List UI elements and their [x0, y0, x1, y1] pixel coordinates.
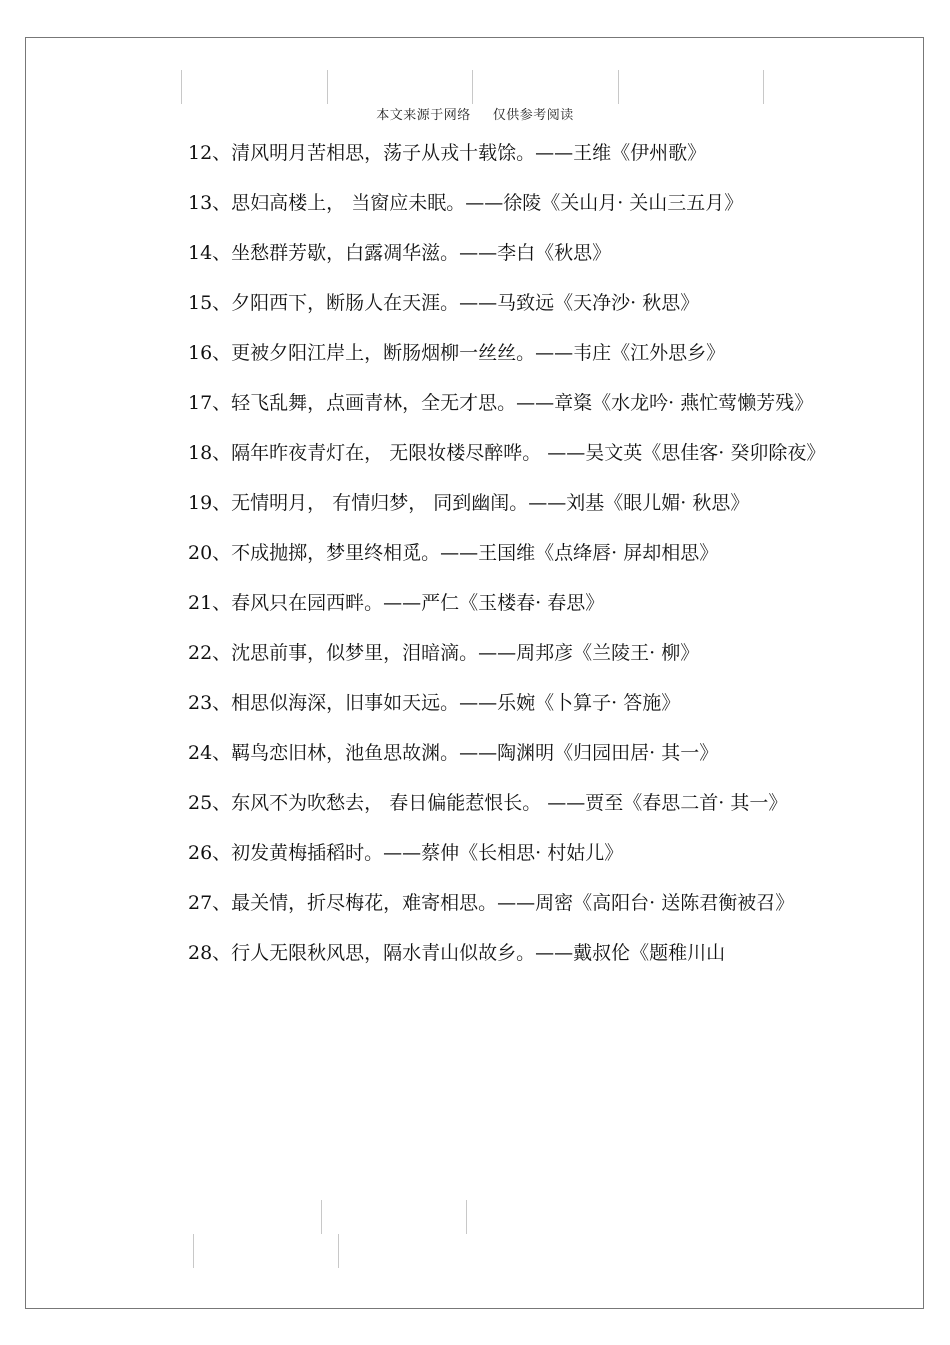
poem-line-23: 23、相思似海深，旧事如天远。——乐婉《卜算子· 答施》 [188, 692, 681, 714]
poem-line-18: 18、隔年昨夜青灯在， 无限妆楼尽醉哗。 ——吴文英《思佳客· 癸卯除夜》 [188, 442, 826, 464]
poem-line-17: 17、轻飞乱舞，点画青林，全无才思。——章楶《水龙吟· 燕忙莺懒芳残》 [188, 392, 814, 414]
top-rule-1 [181, 70, 182, 104]
poem-list [144, 128, 826, 978]
bottom-rule-1 [321, 1200, 322, 1234]
poem-line-28: 28、行人无限秋风思，隔水青山似故乡。——戴叔伦《题稚川山 [188, 942, 726, 964]
poem-line-13: 13、思妇高楼上， 当窗应未眠。——徐陵《关山月· 关山三五月》 [188, 192, 744, 214]
poem-line-19: 19、无情明月， 有情归梦， 同到幽闺。——刘基《眼儿媚· 秋思》 [188, 492, 750, 514]
poem-line-16: 16、更被夕阳江岸上，断肠烟柳一丝丝。——韦庄《江外思乡》 [188, 342, 726, 364]
reading-note: 仅供参考阅读 [492, 108, 574, 123]
poem-line-25: 25、东风不为吹愁去， 春日偏能惹恨长。 ——贾至《春思二首· 其一》 [188, 792, 788, 814]
source-note: 本文来源于网络 [376, 108, 471, 123]
top-rule-2 [327, 70, 328, 104]
top-rule-4 [618, 70, 619, 104]
header-note [0, 104, 950, 123]
poem-line-12: 12、清风明月苦相思，荡子从戎十载馀。——王维《伊州歌》 [188, 142, 707, 164]
bottom-rule-3 [193, 1234, 194, 1268]
bottom-rule-2 [466, 1200, 467, 1234]
bottom-rule-4 [338, 1234, 339, 1268]
poem-line-21: 21、春风只在园西畔。——严仁《玉楼春· 春思》 [188, 592, 605, 614]
poem-line-24: 24、羁鸟恋旧林，池鱼思故渊。——陶渊明《归园田居· 其一》 [188, 742, 719, 764]
top-rule-3 [472, 70, 473, 104]
poem-line-20: 20、不成抛掷，梦里终相觅。——王国维《点绛唇· 屏却相思》 [188, 542, 719, 564]
poem-line-14: 14、坐愁群芳歇，白露凋华滋。——李白《秋思》 [188, 242, 612, 264]
poem-line-26: 26、初发黄梅插稻时。——蔡伸《长相思· 村姑儿》 [188, 842, 624, 864]
top-rule-5 [763, 70, 764, 104]
poem-line-15: 15、夕阳西下，断肠人在天涯。——马致远《天净沙· 秋思》 [188, 292, 700, 314]
poem-line-22: 22、沈思前事，似梦里，泪暗滴。——周邦彦《兰陵王· 柳》 [188, 642, 700, 664]
poem-line-27: 27、最关情，折尽梅花，难寄相思。——周密《高阳台· 送陈君衡被召》 [188, 892, 795, 914]
